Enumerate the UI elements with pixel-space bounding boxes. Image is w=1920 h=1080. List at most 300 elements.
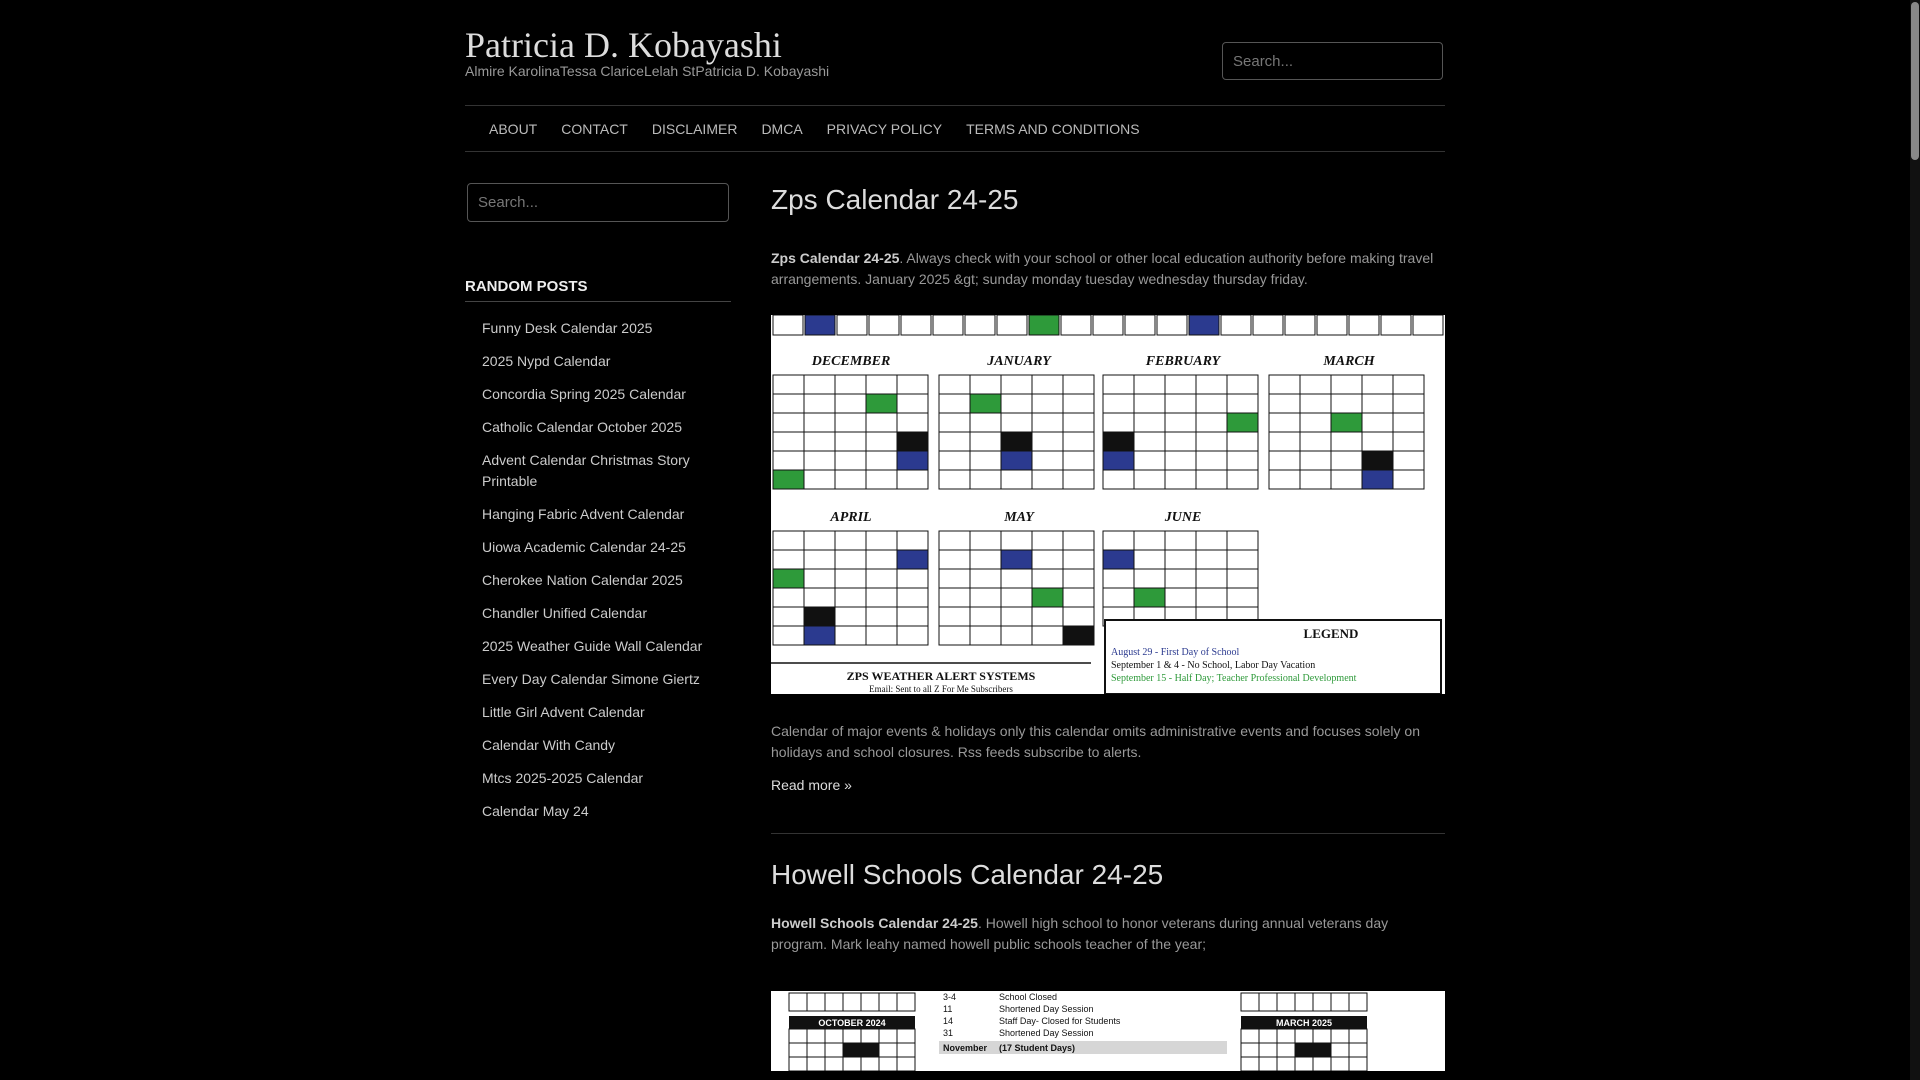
calendar-cell: [1259, 993, 1277, 1011]
calendar-cell: [807, 993, 825, 1011]
calendar-cell: [1221, 315, 1251, 335]
calendar-cell: [1349, 315, 1379, 335]
calendar-cell: [1269, 470, 1300, 489]
calendar-cell: [1269, 375, 1300, 394]
calendar-cell: [1349, 1043, 1367, 1057]
calendar-cell: [1061, 315, 1091, 335]
calendar-cell: [825, 1043, 843, 1057]
calendar-cell: [825, 1057, 843, 1071]
calendar-cell: [789, 1057, 807, 1071]
calendar-cell: [1196, 531, 1227, 550]
post-summary: Calendar of major events & holidays only this calendar omits administrative events and focuses solely on holidays and school closures. Rss feeds subscribe to alerts.: [771, 723, 1420, 760]
calendar-cell: [933, 315, 963, 335]
event-text: Staff Day- Closed for Students: [999, 1016, 1121, 1026]
calendar-cell: [970, 375, 1001, 394]
legend-title: LEGEND: [1303, 626, 1359, 641]
calendar-cell: [789, 1029, 807, 1043]
calendar-cell: [1063, 588, 1094, 607]
calendar-cell: [970, 413, 1001, 432]
random-post-link[interactable]: Calendar With Candy: [482, 737, 616, 753]
calendar-cell: [773, 569, 804, 588]
random-post-link[interactable]: Chandler Unified Calendar: [482, 605, 647, 621]
nav-about[interactable]: ABOUT: [489, 120, 538, 137]
calendar-cell: [1165, 531, 1196, 550]
calendar-cell: [1269, 451, 1300, 470]
calendar-cell: [835, 432, 866, 451]
calendar-cell: [1241, 1057, 1259, 1071]
calendar-cell: [1165, 588, 1196, 607]
calendar-cell: [897, 531, 928, 550]
calendar-cell: [1295, 1057, 1313, 1071]
event-date: 31: [943, 1028, 954, 1038]
calendar-cell: [804, 531, 835, 550]
calendar-cell: [1196, 550, 1227, 569]
calendar-cell: [939, 626, 970, 645]
post-title[interactable]: Zps Calendar 24-25: [771, 184, 1019, 215]
calendar-cell: [1331, 451, 1362, 470]
month-bar-label: November: [943, 1043, 988, 1053]
nav-terms[interactable]: TERMS AND CONDITIONS: [966, 120, 1140, 137]
calendar-cell: [1349, 1029, 1367, 1043]
calendar-cell: [879, 1029, 897, 1043]
calendar-cell: [879, 993, 897, 1011]
calendar-cell: [1285, 315, 1315, 335]
calendar-cell: [1362, 470, 1393, 489]
calendar-cell: [789, 1043, 807, 1057]
calendar-cell: [970, 626, 1001, 645]
calendar-cell: [773, 413, 804, 432]
calendar-cell: [1331, 413, 1362, 432]
calendar-cell: [789, 993, 807, 1011]
calendar-cell: [804, 607, 835, 626]
calendar-cell: [835, 413, 866, 432]
calendar-cell: [1165, 375, 1196, 394]
calendar-cell: [1103, 413, 1134, 432]
sidebar-search-input[interactable]: [467, 183, 729, 222]
calendar-cell: [804, 550, 835, 569]
calendar-cell: [1300, 432, 1331, 451]
calendar-cell: [939, 432, 970, 451]
random-posts-list: [465, 312, 731, 828]
calendar-cell: [804, 451, 835, 470]
calendar-cell: [807, 1043, 825, 1057]
calendar-cell: [1001, 451, 1032, 470]
calendar-cell: [773, 607, 804, 626]
calendar-cell: [1196, 432, 1227, 451]
post-article: [771, 858, 1445, 1071]
calendar-cell: [1227, 413, 1258, 432]
month-bar-note: (17 Student Days): [999, 1043, 1076, 1053]
calendar-cell: [1393, 394, 1424, 413]
calendar-cell: [1032, 451, 1063, 470]
calendar-cell: [866, 413, 897, 432]
calendar-cell: [835, 607, 866, 626]
calendar-cell: [970, 607, 1001, 626]
calendar-cell: [1032, 569, 1063, 588]
calendar-cell: [773, 451, 804, 470]
calendar-cell: [1134, 413, 1165, 432]
calendar-cell: [1196, 413, 1227, 432]
calendar-cell: [897, 413, 928, 432]
calendar-cell: [1134, 569, 1165, 588]
month-label: MARCH: [1323, 354, 1375, 369]
calendar-cell: [835, 470, 866, 489]
calendar-cell: [1253, 315, 1283, 335]
random-posts-heading: RANDOM POSTS: [465, 278, 731, 302]
calendar-image[interactable]: [771, 991, 1445, 1071]
calendar-cell: [773, 531, 804, 550]
calendar-cell: [970, 588, 1001, 607]
random-post-link[interactable]: Advent Calendar Christmas Story Printable: [482, 452, 690, 489]
calendar-cell: [1300, 394, 1331, 413]
nav-dmca[interactable]: DMCA: [761, 120, 803, 137]
calendar-cell: [1196, 375, 1227, 394]
calendar-cell: [879, 1043, 897, 1057]
calendar-cell: [1029, 315, 1059, 335]
calendar-cell: [1277, 993, 1295, 1011]
calendar-cell: [1349, 993, 1367, 1011]
calendar-cell: [825, 1029, 843, 1043]
calendar-cell: [1103, 375, 1134, 394]
calendar-cell: [1157, 315, 1187, 335]
calendar-cell: [1196, 394, 1227, 413]
calendar-cell: [1196, 451, 1227, 470]
calendar-cell: [1134, 550, 1165, 569]
calendar-cell: [939, 607, 970, 626]
random-post-link[interactable]: Uiowa Academic Calendar 24-25: [482, 539, 686, 555]
calendar-cell: [1103, 432, 1134, 451]
calendar-cell: [897, 470, 928, 489]
calendar-cell: [897, 550, 928, 569]
calendar-cell: [1259, 1043, 1277, 1057]
calendar-cell: [1227, 569, 1258, 588]
calendar-cell: [1269, 394, 1300, 413]
calendar-cell: [1362, 413, 1393, 432]
calendar-cell: [1331, 394, 1362, 413]
calendar-cell: [879, 1057, 897, 1071]
random-post-link[interactable]: Funny Desk Calendar 2025: [482, 320, 653, 336]
random-post-link[interactable]: Calendar May 24: [482, 803, 589, 819]
nav-privacy-policy[interactable]: PRIVACY POLICY: [826, 120, 943, 137]
calendar-cell: [1295, 1029, 1313, 1043]
calendar-cell: [1300, 451, 1331, 470]
calendar-cell: [1063, 432, 1094, 451]
calendar-cell: [1295, 1043, 1313, 1057]
calendar-cell: [773, 588, 804, 607]
calendar-cell: [1165, 413, 1196, 432]
site-description: Almire KarolinaTessa ClariceLelah StPatricia D. Kobayashi: [465, 63, 830, 79]
calendar-cell: [1165, 569, 1196, 588]
calendar-cell: [1277, 1029, 1295, 1043]
calendar-cell: [1001, 531, 1032, 550]
event-text: Shortened Day Session: [999, 1004, 1094, 1014]
calendar-cell: [866, 531, 897, 550]
calendar-cell: [1393, 470, 1424, 489]
calendar-cell: [1349, 1057, 1367, 1071]
calendar-cell: [804, 413, 835, 432]
calendar-cell: [773, 470, 804, 489]
calendar-cell: [804, 626, 835, 645]
calendar-cell: [1001, 375, 1032, 394]
calendar-cell: [939, 375, 970, 394]
calendar-cell: [773, 394, 804, 413]
calendar-cell: [825, 993, 843, 1011]
calendar-cell: [1362, 394, 1393, 413]
scrollbar-thumb[interactable]: [1911, 2, 1919, 160]
calendar-cell: [897, 626, 928, 645]
calendar-cell: [901, 315, 931, 335]
random-post-link[interactable]: Cherokee Nation Calendar 2025: [482, 572, 683, 588]
random-post-link[interactable]: Hanging Fabric Advent Calendar: [482, 506, 685, 522]
calendar-cell: [866, 375, 897, 394]
calendar-cell: [1134, 394, 1165, 413]
random-post-link[interactable]: Every Day Calendar Simone Giertz: [482, 671, 700, 687]
calendar-cell: [1300, 413, 1331, 432]
calendar-cell: [1063, 531, 1094, 550]
month-label: JUNE: [1164, 510, 1202, 525]
post-title[interactable]: Howell Schools Calendar 24-25: [771, 859, 1164, 890]
calendar-cell: [1032, 432, 1063, 451]
calendar-cell: [866, 569, 897, 588]
calendar-cell: [1165, 550, 1196, 569]
calendar-cell: [1413, 315, 1443, 335]
post-excerpt-text: . Always check with your school or other local education authority before making travel arrangements. January 2025 &gt; sunday monday tuesday wednesday thursday friday.: [771, 250, 1434, 287]
calendar-cell: [970, 569, 1001, 588]
legend-line: September 1 & 4 - No School, Labor Day Vacation: [1111, 660, 1316, 671]
random-post-link[interactable]: Little Girl Advent Calendar: [482, 704, 645, 720]
calendar-cell: [861, 1029, 879, 1043]
legend-line: September 15 - Half Day; Teacher Professional Development: [1111, 673, 1357, 684]
calendar-cell: [1103, 531, 1134, 550]
calendar-cell: [1165, 451, 1196, 470]
calendar-cell: [1032, 375, 1063, 394]
calendar-cell: [866, 588, 897, 607]
calendar-cell: [1032, 470, 1063, 489]
calendar-cell: [897, 569, 928, 588]
calendar-cell: [773, 432, 804, 451]
calendar-cell: [1103, 394, 1134, 413]
calendar-cell: [1269, 413, 1300, 432]
calendar-cell: [1393, 375, 1424, 394]
calendar-cell: [1063, 607, 1094, 626]
main-content: [771, 183, 1445, 1071]
calendar-cell: [869, 315, 899, 335]
calendar-cell: [939, 550, 970, 569]
calendar-cell: [835, 531, 866, 550]
calendar-cell: [1125, 315, 1155, 335]
calendar-cell: [804, 432, 835, 451]
calendar-cell: [1196, 569, 1227, 588]
calendar-cell: [1063, 626, 1094, 645]
calendar-cell: [1259, 1057, 1277, 1071]
calendar-cell: [1032, 413, 1063, 432]
month-label: MARCH 2025: [1275, 1018, 1333, 1028]
month-label: APRIL: [830, 510, 872, 525]
calendar-cell: [1001, 626, 1032, 645]
calendar-cell: [897, 588, 928, 607]
calendar-cell: [1317, 315, 1347, 335]
calendar-cell: [1103, 470, 1134, 489]
calendar-cell: [804, 470, 835, 489]
calendar-cell: [1295, 993, 1313, 1011]
calendar-cell: [1331, 993, 1349, 1011]
calendar-cell: [773, 315, 803, 335]
calendar-cell: [1103, 451, 1134, 470]
calendar-cell: [939, 451, 970, 470]
read-more-link[interactable]: Read more »: [771, 777, 852, 793]
calendar-cell: [843, 1029, 861, 1043]
alert-subtitle: Email: Sent to all Z For Me Subscribers: [869, 684, 1013, 694]
calendar-cell: [970, 550, 1001, 569]
calendar-cell: [773, 550, 804, 569]
post-excerpt: [771, 248, 1445, 290]
calendar-cell: [939, 569, 970, 588]
calendar-cell: [1362, 375, 1393, 394]
calendar-cell: [1227, 432, 1258, 451]
post-divider: [771, 833, 1445, 834]
calendar-cell: [1032, 531, 1063, 550]
calendar-cell: [1362, 451, 1393, 470]
calendar-cell: [1134, 588, 1165, 607]
calendar-cell: [1134, 531, 1165, 550]
calendar-cell: [1189, 315, 1219, 335]
calendar-cell: [897, 375, 928, 394]
calendar-cell: [805, 315, 835, 335]
calendar-cell: [835, 626, 866, 645]
calendar-cell: [866, 550, 897, 569]
month-label: JANUARY: [987, 354, 1051, 369]
calendar-cell: [997, 315, 1027, 335]
calendar-cell: [1063, 470, 1094, 489]
calendar-cell: [804, 394, 835, 413]
calendar-cell: [1227, 451, 1258, 470]
calendar-cell: [1196, 470, 1227, 489]
calendar-cell: [843, 993, 861, 1011]
calendar-cell: [1093, 315, 1123, 335]
post-excerpt: [771, 913, 1445, 955]
calendar-cell: [1001, 432, 1032, 451]
site-title[interactable]: Patricia D. Kobayashi: [465, 25, 782, 65]
calendar-cell: [1165, 432, 1196, 451]
calendar-cell: [1063, 375, 1094, 394]
calendar-cell: [773, 626, 804, 645]
calendar-cell: [837, 315, 867, 335]
month-label: FEBRUARY: [1145, 354, 1221, 369]
calendar-cell: [1313, 993, 1331, 1011]
calendar-cell: [1277, 1043, 1295, 1057]
calendar-cell: [1381, 315, 1411, 335]
calendar-cell: [1313, 1029, 1331, 1043]
calendar-cell: [1241, 1043, 1259, 1057]
calendar-cell: [1227, 531, 1258, 550]
calendar-cell: [1001, 550, 1032, 569]
calendar-cell: [866, 470, 897, 489]
calendar-cell: [1393, 432, 1424, 451]
random-post-link[interactable]: Catholic Calendar October 2025: [482, 419, 683, 435]
calendar-cell: [1227, 550, 1258, 569]
calendar-cell: [807, 1057, 825, 1071]
calendar-cell: [807, 1029, 825, 1043]
calendar-cell: [1227, 588, 1258, 607]
calendar-cell: [939, 394, 970, 413]
calendar-cell: [835, 451, 866, 470]
calendar-cell: [897, 993, 915, 1011]
alert-title: ZPS WEATHER ALERT SYSTEMS: [846, 669, 1036, 683]
calendar-cell: [1001, 413, 1032, 432]
page-scrollbar[interactable]: [1910, 0, 1920, 1080]
calendar-cell: [897, 1029, 915, 1043]
post-lead: Zps Calendar 24-25: [771, 250, 900, 266]
calendar-cell: [843, 1057, 861, 1071]
calendar-cell: [1300, 470, 1331, 489]
random-post-link[interactable]: 2025 Nypd Calendar: [482, 353, 611, 369]
calendar-cell: [970, 451, 1001, 470]
header-search-input[interactable]: [1222, 42, 1443, 80]
event-date: 14: [943, 1016, 954, 1026]
calendar-cell: [861, 993, 879, 1011]
calendar-cell: [866, 626, 897, 645]
calendar-cell: [1227, 470, 1258, 489]
calendar-cell: [866, 432, 897, 451]
event-text: School Closed: [999, 992, 1058, 1002]
calendar-cell: [804, 588, 835, 607]
calendar-cell: [835, 569, 866, 588]
calendar-cell: [1269, 432, 1300, 451]
nav-contact[interactable]: CONTACT: [561, 120, 628, 137]
calendar-cell: [1362, 432, 1393, 451]
calendar-cell: [1001, 394, 1032, 413]
calendar-cell: [970, 394, 1001, 413]
random-post-link[interactable]: Mtcs 2025-2025 Calendar: [482, 770, 644, 786]
calendar-cell: [1134, 451, 1165, 470]
calendar-cell: [939, 588, 970, 607]
calendar-cell: [1001, 470, 1032, 489]
month-label: OCTOBER 2024: [818, 1018, 886, 1028]
nav-disclaimer[interactable]: DISCLAIMER: [651, 120, 738, 137]
calendar-cell: [835, 588, 866, 607]
calendar-cell: [1032, 626, 1063, 645]
random-post-link[interactable]: 2025 Weather Guide Wall Calendar: [482, 638, 703, 654]
calendar-cell: [1331, 470, 1362, 489]
calendar-cell: [1393, 413, 1424, 432]
calendar-cell: [897, 1057, 915, 1071]
calendar-cell: [1063, 451, 1094, 470]
random-post-link[interactable]: Concordia Spring 2025 Calendar: [482, 386, 686, 402]
month-label: DECEMBER: [811, 354, 891, 369]
calendar-cell: [1103, 588, 1134, 607]
calendar-cell: [804, 569, 835, 588]
calendar-cell: [804, 375, 835, 394]
calendar-cell: [835, 550, 866, 569]
calendar-cell: [1103, 550, 1134, 569]
calendar-cell: [1134, 375, 1165, 394]
calendar-cell: [1227, 375, 1258, 394]
event-text: Shortened Day Session: [999, 1028, 1094, 1038]
calendar-cell: [1331, 1029, 1349, 1043]
calendar-cell: [861, 1057, 879, 1071]
calendar-cell: [1165, 470, 1196, 489]
calendar-cell: [1103, 569, 1134, 588]
calendar-image[interactable]: [771, 315, 1445, 694]
post-lead: Howell Schools Calendar 24-25: [771, 915, 978, 931]
calendar-cell: [1331, 432, 1362, 451]
calendar-cell: [897, 394, 928, 413]
calendar-cell: [1032, 394, 1063, 413]
calendar-cell: [1196, 588, 1227, 607]
calendar-cell: [773, 375, 804, 394]
calendar-cell: [1331, 375, 1362, 394]
calendar-cell: [861, 1043, 879, 1057]
